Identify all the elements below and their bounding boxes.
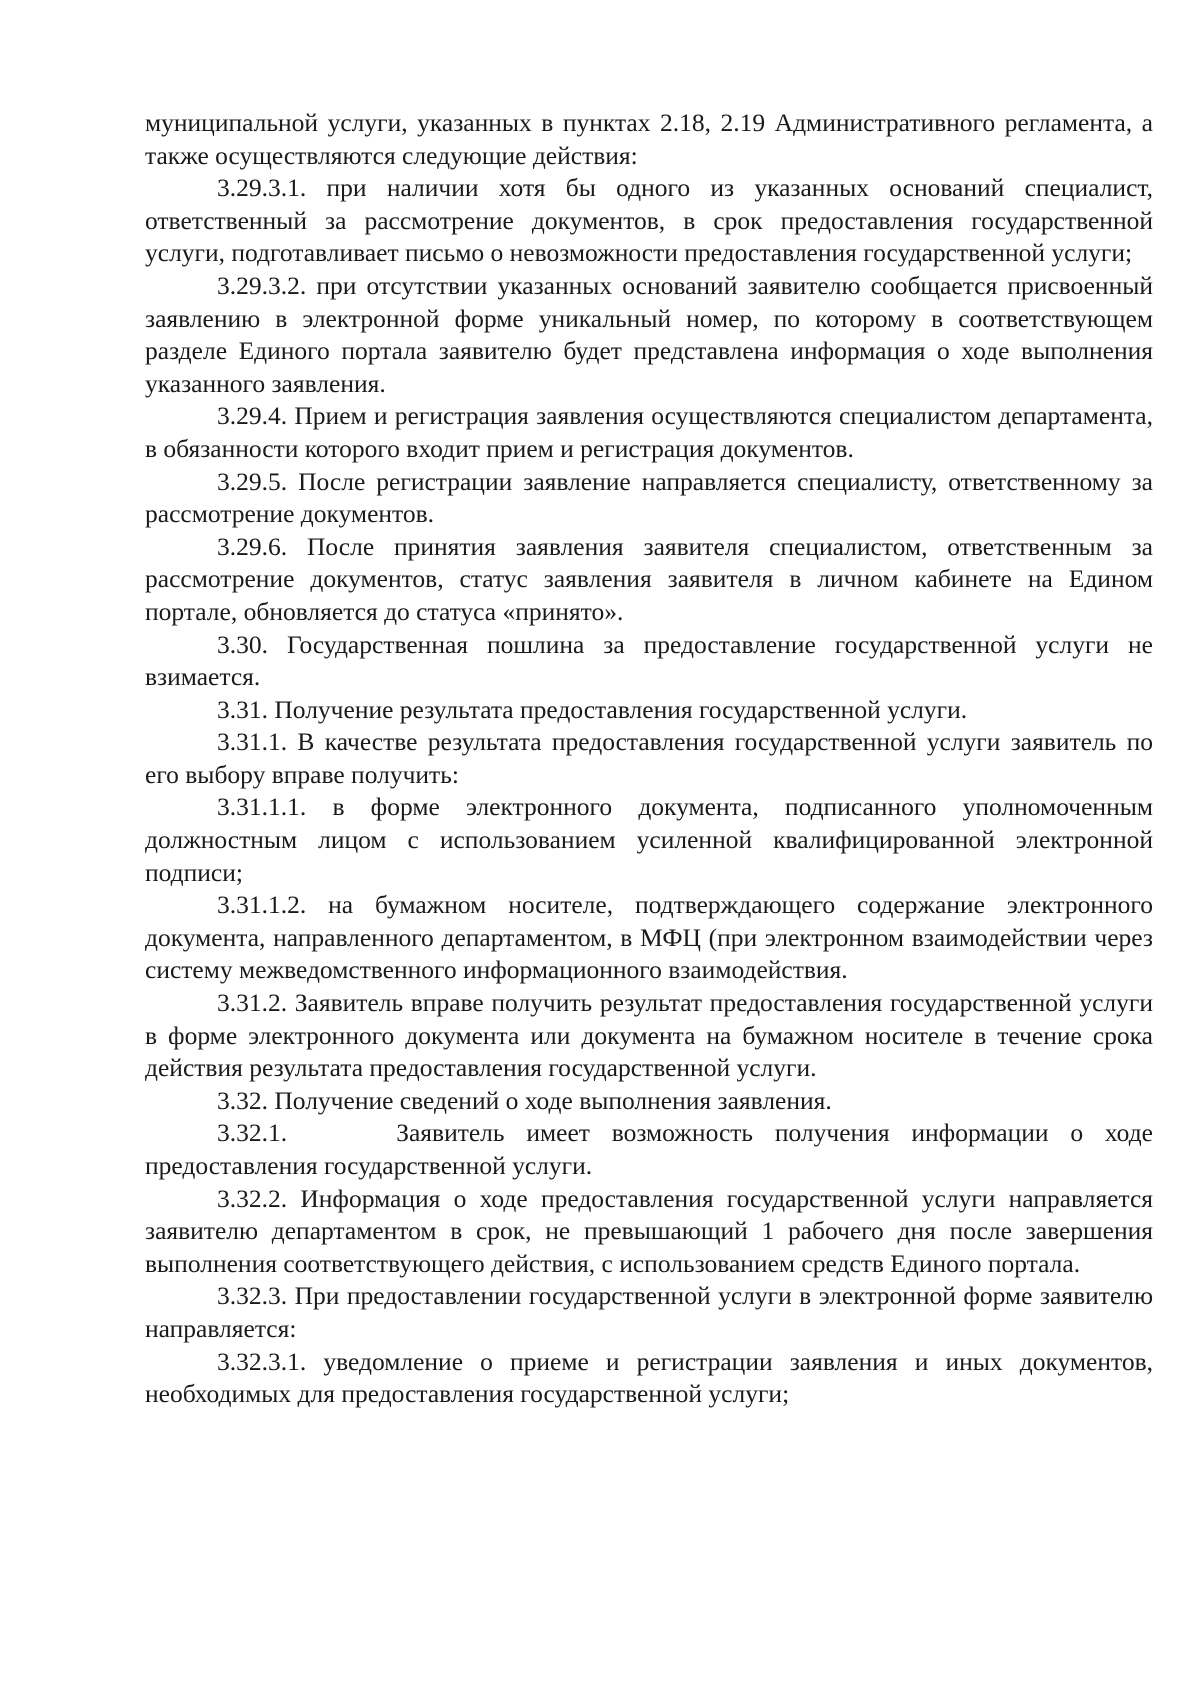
document-page: [145, 107, 1160, 1411]
paragraph-3-29-5: 3.29.5. После регистрации заявление направляется специалисту, ответственному за рассмотрение документов.: [145, 466, 1153, 529]
paragraph-3-32: 3.32. Получение сведений о ходе выполнения заявления.: [217, 1085, 832, 1115]
paragraph-3-31-1: 3.31.1. В качестве результата предоставления государственной услуги заявитель по его выбору вправе получить:: [145, 727, 1153, 789]
paragraph-3-29-6: 3.29.6. После принятия заявления заявителя специалистом, ответственным за рассмотрение документов, статус заявления заявителя в личном кабинете на Едином портале, обновляется до статуса «принято».: [145, 531, 1153, 626]
paragraph-3-32-3-1: 3.32.3.1. уведомление о приеме и регистрации заявления и иных документов, необходимых для предоставления государственной услуги;: [145, 1346, 1153, 1409]
paragraph-3-32-1: 3.32.1. Заявитель имеет возможность получения информации о ходе предоставления государственной услуги.: [145, 1118, 1160, 1180]
paragraph-3-31-2: 3.31.2. Заявитель вправе получить результат предоставления государственной услуги в форме электронного документа или документа на бумажном носителе в течение срока действия результата предоставления государственной услуги.: [145, 988, 1153, 1083]
paragraph-3-31-1-1: 3.31.1.1. в форме электронного документа, подписанного уполномоченным должностным лицом с использованием усиленной квалифицированной электронной подписи;: [145, 792, 1153, 887]
paragraph-3-31-1-2: 3.31.1.2. на бумажном носителе, подтверждающего содержание электронного документа, направленного департаментом, в МФЦ (при электронном взаимодействии через систему межведомственного информационного взаимодействия.: [145, 890, 1153, 985]
paragraph-3-32-2: 3.32.2. Информация о ходе предоставления государственной услуги направляется заявителю департаментом в срок, не превышающий 1 рабочего дня после завершения выполнения соответствующего действия, с использованием средств Единого портала.: [145, 1183, 1153, 1278]
paragraph-3-31: 3.31. Получение результата предоставления государственной услуги.: [217, 694, 968, 724]
paragraph-3-32-3: 3.32.3. При предоставлении государственной услуги в электронной форме заявителю направляется:: [145, 1281, 1153, 1343]
paragraph-continuation: муниципальной услуги, указанных в пунктах 2.18, 2.19 Административного регламента, а также осуществляются следующие действия:: [145, 108, 1153, 170]
paragraph-3-30: 3.30. Государственная пошлина за предоставление государственной услуги не взимается.: [145, 629, 1153, 692]
paragraph-3-29-3-2: 3.29.3.2. при отсутствии указанных оснований заявителю сообщается присвоенный заявлению в электронной форме уникальный номер, по которому в соответствующем разделе Единого портала заявителю будет представлена информация о ходе выполнения указанного заявления.: [145, 270, 1153, 398]
paragraph-3-29-4: 3.29.4. Прием и регистрация заявления осуществляются специалистом департамента, в обязанности которого входит прием и регистрация документов.: [145, 401, 1153, 463]
paragraph-3-29-3-1: 3.29.3.1. при наличии хотя бы одного из указанных оснований специалист, ответственный за рассмотрение документов, в срок предоставления государственной услуги, подготавливает письмо о невозможности предоставления государственной услуги;: [145, 173, 1153, 268]
